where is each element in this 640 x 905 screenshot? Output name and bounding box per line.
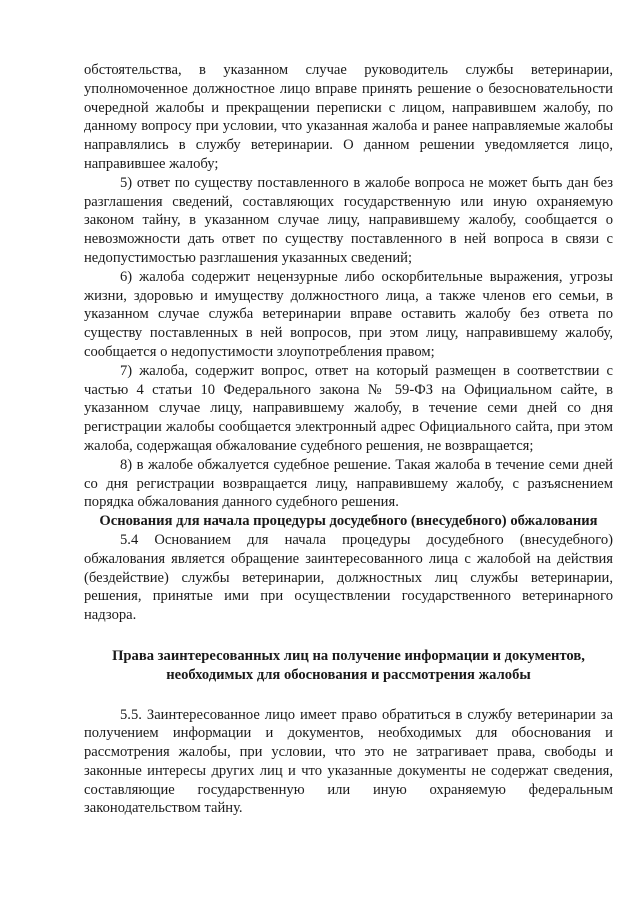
paragraph-item-8: 8) в жалобе обжалуется судебное решение. Такая жалоба в течение семи дней со дня регистрации возвращается лицу, направившему жалобу, с разъяснением порядка обжалования данного судебного решения. <box>84 456 613 511</box>
section-heading-rights-line1: Права заинтересованных лиц на получение информации и документов, <box>112 647 585 664</box>
paragraph-5-5: 5.5. Заинтересованное лицо имеет право обратиться в службу ветеринарии за получением информации и документов, необходимых для обоснования и рассмотрения жалобы, при условии, что это не затрагивает права, свободы и законные интересы других лиц и что указанные документы не содержат сведения, составляющие государственную или иную охраняемую федеральным законодательством тайну. <box>84 706 613 817</box>
section-heading-rights <box>84 647 613 685</box>
document-page <box>84 61 613 818</box>
paragraph-continuation: обстоятельства, в указанном случае руководитель службы ветеринарии, уполномоченное должностное лицо вправе принять решение о безосновательности очередной жалобы и прекращении переписки с лицом, направившем жалобу, по данному вопросу при условии, что указанная жалоба и ранее направляемые жалобы направлялись в службу ветеринарии. О данном решении уведомляется лицо, направившее жалобу; <box>84 62 613 172</box>
paragraph-item-5: 5) ответ по существу поставленного в жалобе вопроса не может быть дан без разглашения сведений, составляющих государственную или иную охраняемую законом тайну, в указанном случае лицу, направившему жалобу, сообщается о невозможности дать ответ по существу поставленного в ней вопроса в связи с недопустимостью разглашения указанных сведений; <box>84 174 613 266</box>
paragraph-item-6: 6) жалоба содержит нецензурные либо оскорбительные выражения, угрозы жизни, здоровью и имуществу должностного лица, а также членов его семьи, в указанном случае служба ветеринарии вправе оставить жалобу без ответа по существу поставленных в ней вопросов, при этом лицу, направившему жалобу, сообщается о недопустимости злоупотребления правом; <box>84 268 613 360</box>
section-heading-rights-line2: необходимых для обоснования и рассмотрения жалобы <box>166 666 531 683</box>
section-heading-grounds: Основания для начала процедуры досудебного (внесудебного) обжалования <box>99 513 598 530</box>
paragraph-5-4: 5.4 Основанием для начала процедуры досудебного (внесудебного) обжалования является обращение заинтересованного лица с жалобой на действия (бездействие) службы ветеринарии, должностных лиц службы ветеринарии, решения, принятые ими при осуществлении государственного ветеринарного надзора. <box>84 531 613 624</box>
paragraph-item-7: 7) жалоба, содержит вопрос, ответ на который размещен в соответствии с частью 4 статьи 10 Федерального закона № 59-ФЗ на Официальном сайте, в указанном случае лицу, направившему жалобу, в течение семи дней со дня регистрации жалобы сообщается электронный адрес Официального сайта, при этом жалоба, содержащая обжалование судебного решения, не возвращается; <box>84 362 613 454</box>
